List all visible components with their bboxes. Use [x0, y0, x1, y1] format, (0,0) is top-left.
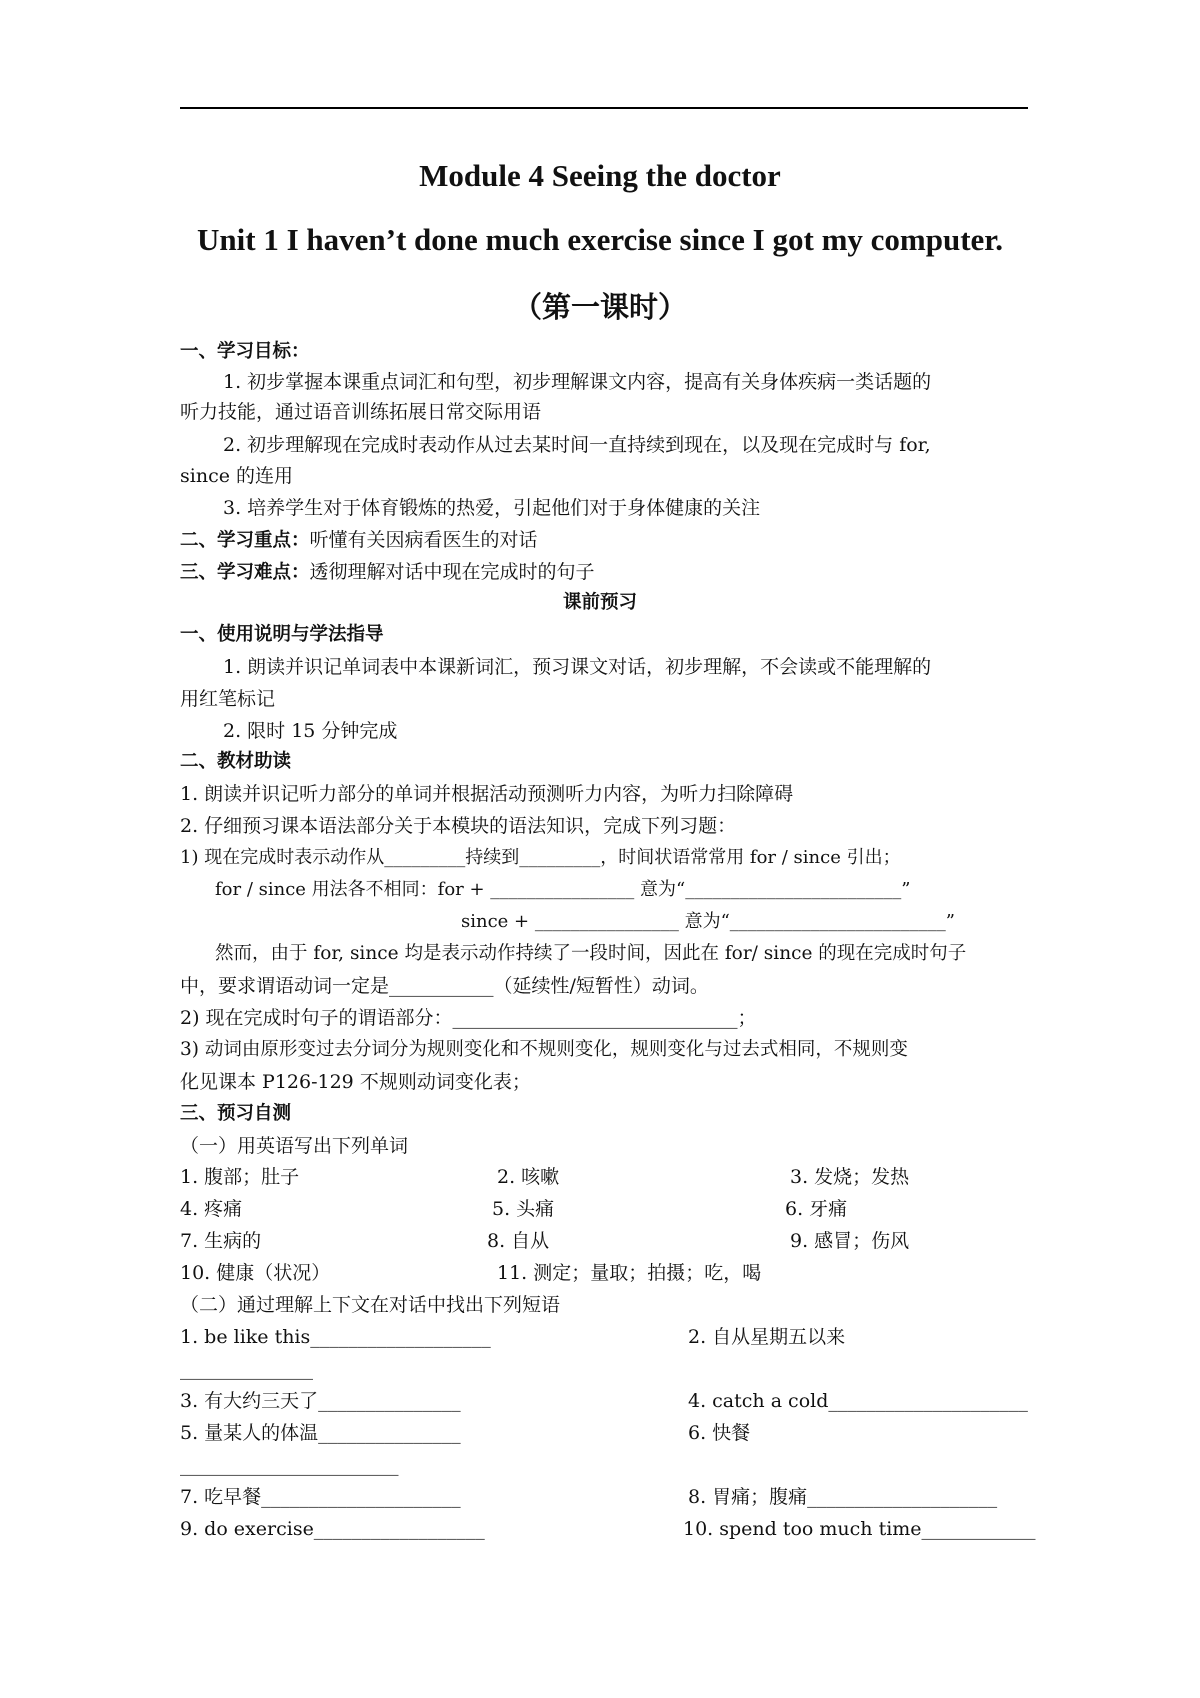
header-rule	[180, 107, 1028, 109]
phrase-item: 2. 自从星期五以来	[688, 1326, 846, 1348]
word-item: 9. 感冒；伤风	[790, 1230, 910, 1252]
key-point-text: 听懂有关因病看医生的对话	[309, 529, 538, 551]
aid-for-usage: for / since 用法各不相同：for + ________________ 意为“________________________”	[215, 879, 911, 900]
goal-2-line-1: 2. 初步理解现在完成时表动作从过去某时间一直持续到现在，以及现在完成时与 for,	[223, 434, 931, 456]
aid-however: 然而，由于 for, since 均是表示动作持续了一段时间，因此在 for/ since 的现在完成时句子	[215, 943, 967, 964]
aid-predicate: 2) 现在完成时句子的谓语部分：______________________________；	[180, 1007, 757, 1029]
usage-1-line-1: 1. 朗读并识记单词表中本课新词汇，预习课文对话，初步理解，不会读或不能理解的	[223, 656, 932, 678]
word-item: 8. 自从	[487, 1230, 550, 1252]
aid-however-cont: 中，要求谓语动词一定是___________（延续性/短暂性）动词。	[180, 975, 709, 997]
usage-1-line-2: 用红笔标记	[180, 688, 276, 710]
phrase-item: 8. 胃痛；腹痛____________________	[688, 1486, 998, 1508]
word-item: 2. 咳嗽	[497, 1166, 560, 1188]
goals-heading: 一、学习目标：	[180, 341, 310, 362]
phrase-item: 9. do exercise__________________	[180, 1518, 485, 1540]
difficult-point	[180, 557, 1030, 588]
usage-heading: 一、使用说明与学法指导	[180, 624, 384, 645]
word-item: 6. 牙痛	[785, 1198, 848, 1220]
phrase-item: 4. catch a cold_____________________	[688, 1390, 1028, 1412]
goal-1-line-1: 1. 初步掌握本课重点词汇和句型，初步理解课文内容，提高有关身体疾病一类话题的	[223, 371, 932, 393]
word-item: 7. 生病的	[180, 1230, 262, 1252]
word-item: 1. 腹部；肚子	[180, 1166, 300, 1188]
aid-since-usage: since + ________________ 意为“________________________”	[461, 911, 955, 932]
phrase-blank: _______________________	[180, 1454, 399, 1476]
word-item: 3. 发烧；发热	[790, 1166, 910, 1188]
aid-verb-forms-line-2: 化见课本 P126-129 不规则动词变化表；	[180, 1071, 531, 1093]
phrase-item: 5. 量某人的体温_______________	[180, 1422, 461, 1444]
subsection-words: （一）用英语写出下列单词	[180, 1135, 409, 1157]
word-item: 10. 健康（状况）	[180, 1262, 331, 1284]
goal-2-line-2: since 的连用	[180, 465, 293, 487]
test-heading: 三、预习自测	[180, 1103, 292, 1124]
phrase-blank: ______________	[180, 1358, 313, 1380]
unit-title: Unit 1 I haven’t done much exercise since I got my computer.	[197, 222, 1003, 257]
preview-heading: 课前预习	[562, 592, 637, 613]
aid-2: 2. 仔细预习课本语法部分关于本模块的语法知识，完成下列习题：	[180, 815, 737, 837]
word-item: 5. 头痛	[492, 1198, 555, 1220]
key-point	[180, 525, 1030, 556]
usage-2: 2. 限时 15 分钟完成	[223, 720, 398, 742]
lesson-title: （第一课时）	[512, 290, 687, 324]
difficult-point-label: 三、学习难点：	[180, 562, 310, 583]
aid-verb-forms-line-1: 3) 动词由原形变过去分词分为规则变化和不规则变化，规则变化与过去式相同，不规则变	[180, 1039, 908, 1060]
word-item: 11. 测定；量取；拍摄；吃，喝	[497, 1262, 762, 1284]
goal-3: 3. 培养学生对于体育锻炼的热爱，引起他们对于身体健康的关注	[223, 497, 761, 519]
aid-heading: 二、教材助读	[180, 751, 292, 772]
phrase-item: 6. 快餐	[688, 1422, 751, 1444]
aid-1: 1. 朗读并识记听力部分的单词并根据活动预测听力内容，为听力扫除障碍	[180, 783, 794, 805]
module-title: Module 4 Seeing the doctor	[419, 158, 781, 193]
difficult-point-text: 透彻理解对话中现在完成时的句子	[309, 561, 595, 583]
phrase-item: 10. spend too much time____________	[683, 1518, 1036, 1540]
phrase-item: 7. 吃早餐_____________________	[180, 1486, 461, 1508]
phrase-item: 1. be like this___________________	[180, 1326, 491, 1348]
goal-1-line-2: 听力技能，通过语音训练拓展日常交际用语	[180, 401, 542, 423]
aid-3: 1) 现在完成时表示动作从_________持续到_________，时间状语常常用 for / since 引出；	[180, 847, 901, 868]
subsection-phrases: （二）通过理解上下文在对话中找出下列短语	[180, 1294, 561, 1316]
word-item: 4. 疼痛	[180, 1198, 243, 1220]
key-point-label: 二、学习重点：	[180, 530, 310, 551]
phrase-item: 3. 有大约三天了_______________	[180, 1390, 461, 1412]
